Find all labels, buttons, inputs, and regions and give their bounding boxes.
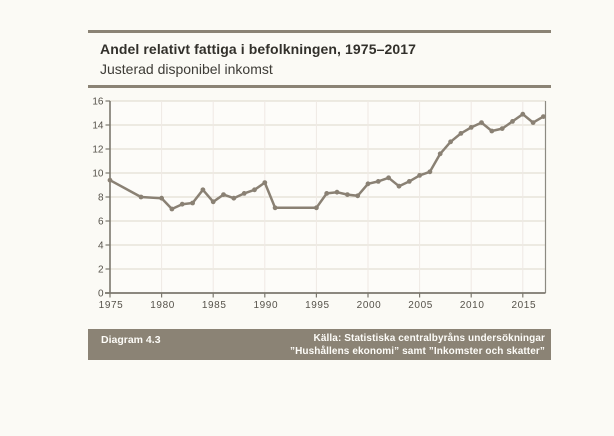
x-tick-label: 1990 xyxy=(253,300,279,311)
x-tick-label: 2015 xyxy=(511,300,537,311)
diagram-figure xyxy=(88,0,551,436)
data-point xyxy=(479,120,484,125)
source-attribution xyxy=(290,333,545,358)
y-tick-label: 2 xyxy=(97,264,104,276)
footer-bar xyxy=(88,329,551,360)
data-point xyxy=(448,139,453,144)
data-point xyxy=(108,178,113,183)
line-chart xyxy=(88,95,551,320)
y-tick-label: 14 xyxy=(92,120,104,132)
data-point xyxy=(231,196,236,201)
data-point xyxy=(386,175,391,180)
data-point xyxy=(397,184,402,189)
data-point xyxy=(376,179,381,184)
data-point xyxy=(242,191,247,196)
y-tick-label: 4 xyxy=(97,240,104,252)
diagram-number-label: Diagram 4.3 xyxy=(101,334,161,346)
x-tick-label: 1995 xyxy=(305,300,330,311)
data-point xyxy=(221,192,226,197)
data-point xyxy=(417,173,422,178)
source-line-2: ”Hushållens ekonomi” samt ”Inkomster och skatter” xyxy=(290,345,545,357)
y-tick-label: 12 xyxy=(92,144,104,156)
source-line-1: Källa: Statistiska centralbyråns undersökningar xyxy=(313,333,545,344)
top-rule xyxy=(88,30,551,33)
data-point xyxy=(262,180,267,185)
y-tick-label: 10 xyxy=(92,168,104,180)
x-tick-label: 2005 xyxy=(408,300,433,311)
x-tick-label: 1985 xyxy=(201,300,227,311)
x-tick-label: 2000 xyxy=(356,300,382,311)
data-point xyxy=(520,112,525,117)
data-point xyxy=(469,125,474,130)
data-point xyxy=(438,151,443,156)
chart-subtitle: Justerad disponibel inkomst xyxy=(100,61,273,77)
data-point xyxy=(252,187,257,192)
y-tick-label: 0 xyxy=(97,288,104,300)
data-point xyxy=(345,192,350,197)
data-point xyxy=(489,129,494,134)
data-point xyxy=(459,131,464,136)
data-point xyxy=(541,114,546,119)
y-tick-label: 8 xyxy=(97,192,104,204)
data-point xyxy=(324,191,329,196)
x-tick-label: 1975 xyxy=(98,300,124,311)
x-tick-label: 2010 xyxy=(459,300,485,311)
data-point xyxy=(159,196,164,201)
data-point xyxy=(355,193,360,198)
data-point xyxy=(407,179,412,184)
data-point xyxy=(428,169,433,174)
data-point xyxy=(273,205,278,210)
y-tick-label: 6 xyxy=(97,216,104,228)
data-point xyxy=(314,205,319,210)
data-point xyxy=(180,202,185,207)
data-point xyxy=(366,181,371,186)
data-point xyxy=(190,201,195,206)
data-point xyxy=(335,190,340,195)
data-point xyxy=(531,120,536,125)
data-point xyxy=(500,126,505,131)
y-tick-label: 16 xyxy=(92,96,104,108)
chart-title: Andel relativt fattiga i befolkningen, 1975–2017 xyxy=(100,41,417,57)
x-tick-label: 1980 xyxy=(150,300,175,311)
data-point xyxy=(211,199,216,204)
header-divider-rule xyxy=(88,85,551,88)
data-point xyxy=(170,207,175,212)
data-point xyxy=(201,187,206,192)
data-point xyxy=(510,119,515,124)
data-point xyxy=(139,195,144,200)
